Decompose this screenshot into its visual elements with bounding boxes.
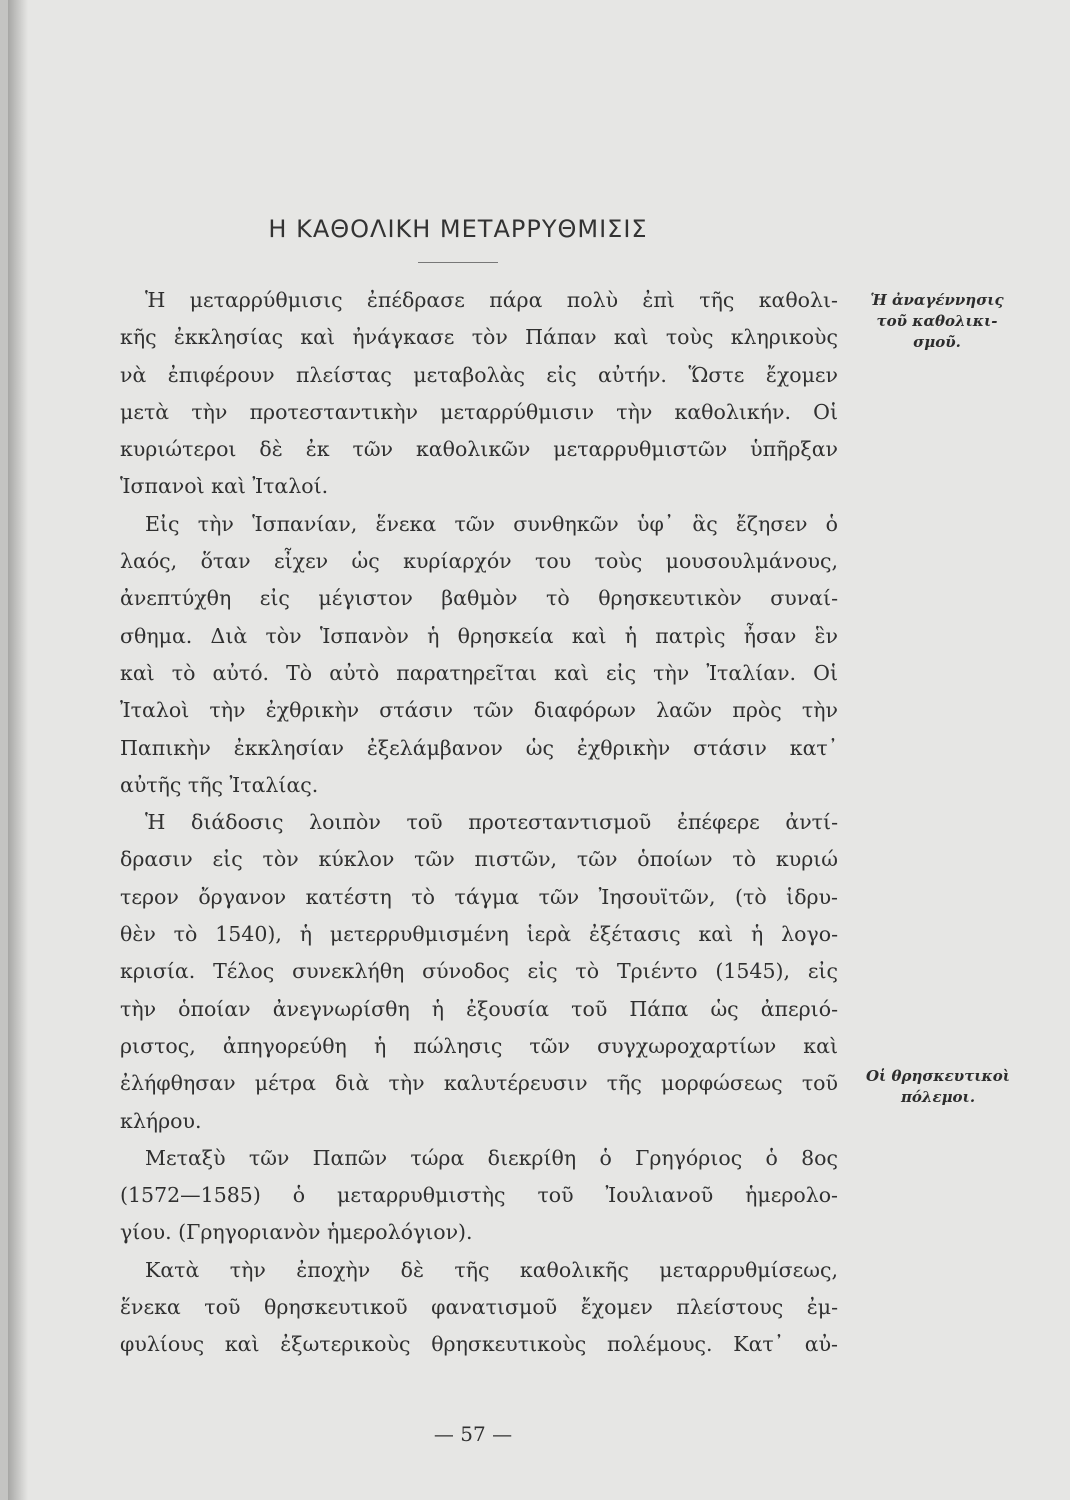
title-divider	[418, 262, 498, 263]
text-line: σθημα. Διὰ τὸν Ἱσπανὸν ἡ θρησκεία καὶ ἡ πατρὶς ἦσαν ἓν	[120, 623, 838, 648]
margin-note-religious-wars	[838, 1066, 1038, 1108]
text-line: λαός, ὅταν εἶχεν ὡς κυρίαρχόν του τοὺς μουσουλμάνους,	[120, 549, 838, 574]
text-line: αὐτῆς τῆς Ἰταλίας.	[120, 772, 319, 797]
margin-note-revival	[842, 290, 1032, 353]
text-line: νὰ ἐπιφέρουν πλείστας μεταβολὰς εἰς αὐτήν. Ὥστε ἔχομεν	[120, 362, 838, 387]
page-number: — 57 —	[433, 1422, 513, 1446]
text-line: τὴν ὁποίαν ἀνεγνωρίσθη ἡ ἐξουσία τοῦ Πάπα ὡς ἀπεριό-	[120, 996, 838, 1021]
body-text	[120, 282, 838, 1364]
margin-note-line: Ἡ ἀναγέννησις	[870, 291, 1004, 309]
text-line: ἐλήφθησαν μέτρα διὰ τὴν καλυτέρευσιν τῆς μορφώσεως τοῦ	[120, 1071, 838, 1096]
text-line: κῆς ἐκκλησίας καὶ ἠνάγκασε τὸν Πάπαν καὶ τοὺς κληρικοὺς	[120, 325, 838, 350]
text-line: κλήρου.	[120, 1108, 202, 1133]
text-line: Ἡ διάδοσις λοιπὸν τοῦ προτεσταντισμοῦ ἐπέφερε ἀντί-	[145, 810, 838, 835]
book-page	[8, 0, 1070, 1500]
text-line: Εἰς τὴν Ἱσπανίαν, ἕνεκα τῶν συνθηκῶν ὑφ᾽ ἃς ἔζησεν ὁ	[145, 511, 838, 536]
text-line: κρισία. Τέλος συνεκλήθη σύνοδος εἰς τὸ Τριέντο (1545), εἰς	[120, 959, 838, 984]
text-line: τερον ὄργανον κατέστη τὸ τάγμα τῶν Ἰησουϊτῶν, (τὸ ἱδρυ-	[120, 884, 838, 909]
margin-note-line: τοῦ καθολικι-	[876, 312, 998, 330]
margin-note-line: πόλεμοι.	[900, 1088, 976, 1106]
text-line: Μεταξὺ τῶν Παπῶν τώρα διεκρίθη ὁ Γρηγόριος ὁ 8ος	[145, 1145, 838, 1170]
text-line: φυλίους καὶ ἐξωτερικοὺς θρησκευτικοὺς πολέμους. Κατ᾽ αὐ-	[120, 1332, 838, 1357]
margin-note-line: σμοῦ.	[913, 333, 961, 351]
text-line: κυριώτεροι δὲ ἐκ τῶν καθολικῶν μεταρρυθμιστῶν ὑπῆρξαν	[120, 437, 838, 462]
text-line: δρασιν εἰς τὸν κύκλον τῶν πιστῶν, τῶν ὁποίων τὸ κυριώ	[120, 847, 838, 872]
text-line: (1572—1585) ὁ μεταρρυθμιστὴς τοῦ Ἰουλιανοῦ ἡμερολο-	[120, 1183, 838, 1208]
text-line: Παπικὴν ἐκκλησίαν ἐξελάμβανον ὡς ἐχθρικὴν στάσιν κατ᾽	[120, 735, 838, 760]
text-line: γίου. (Γρηγοριανὸν ἡμερολόγιον).	[120, 1220, 473, 1245]
text-line: καὶ τὸ αὐτό. Τὸ αὐτὸ παρατηρεῖται καὶ εἰς τὴν Ἰταλίαν. Οἱ	[120, 660, 838, 685]
text-line: Ἱσπανοὶ καὶ Ἰταλοί.	[120, 474, 329, 499]
text-line: Ἰταλοὶ τὴν ἐχθρικὴν στάσιν τῶν διαφόρων λαῶν πρὸς τὴν	[120, 698, 838, 723]
chapter-title: Η ΚΑΘΟΛΙΚΗ ΜΕΤΑΡΡΥΘΜΙΣΙΣ	[268, 215, 648, 243]
text-line: ἕνεκα τοῦ θρησκευτικοῦ φανατισμοῦ ἔχομεν πλείστους ἐμ-	[120, 1295, 838, 1320]
text-line: μετὰ τὴν προτεσταντικὴν μεταρρύθμισιν τὴν καθολικήν. Οἱ	[120, 399, 838, 424]
text-line: Ἡ μεταρρύθμισις ἐπέδρασε πάρα πολὺ ἐπὶ τῆς καθολι-	[145, 288, 838, 312]
margin-note-line: Οἱ θρησκευτικοὶ	[865, 1067, 1011, 1085]
text-line: θὲν τὸ 1540), ἡ μετερρυθμισμένη ἱερὰ ἐξέτασις καὶ ἡ λογο-	[120, 922, 838, 947]
text-line: ριστος, ἀπηγορεύθη ἡ πώλησις τῶν συγχωροχαρτίων καὶ	[120, 1033, 838, 1058]
text-line: Κατὰ τὴν ἐποχὴν δὲ τῆς καθολικῆς μεταρρυθμίσεως,	[145, 1257, 838, 1282]
text-line: ἀνεπτύχθη εἰς μέγιστον βαθμὸν τὸ θρησκευτικὸν συναί-	[120, 586, 838, 611]
